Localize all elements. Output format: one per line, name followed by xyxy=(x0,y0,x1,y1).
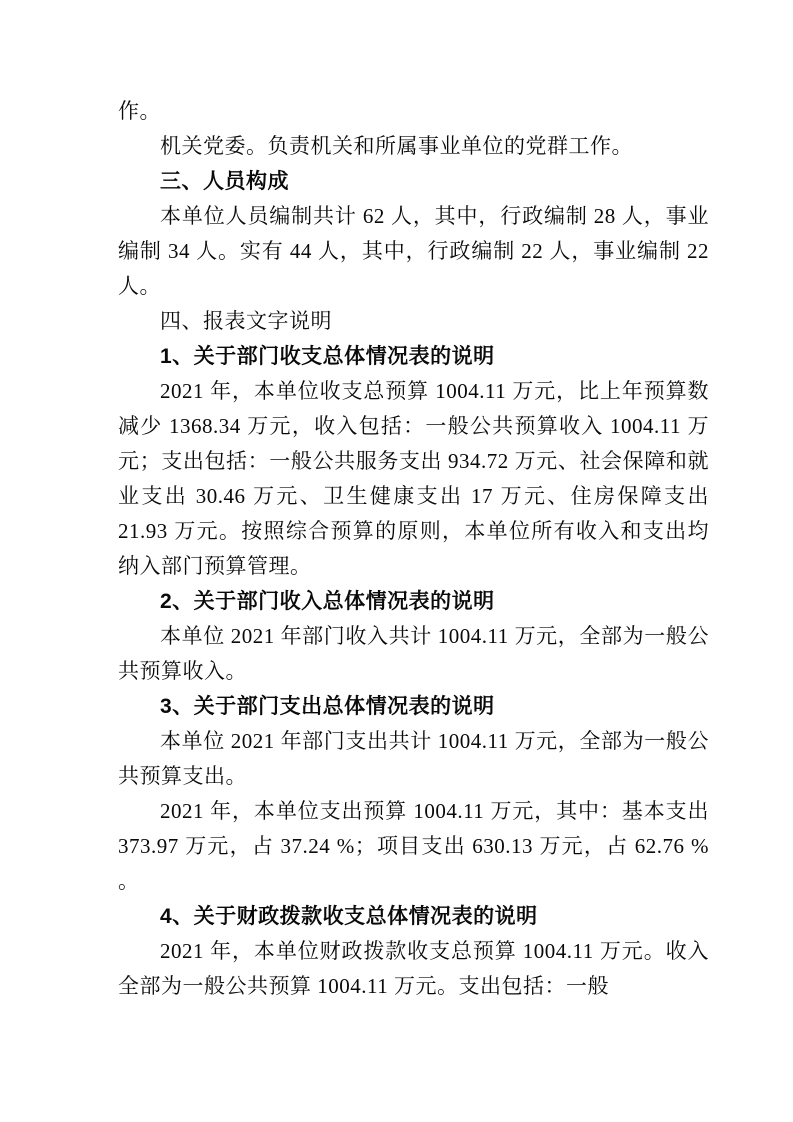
paragraph: 2021 年，本单位财政拨款收支总预算 1004.11 万元。收入全部为一般公共预算 1004.11 万元。支出包括：一般 xyxy=(118,939,709,998)
paragraph: 本单位 2021 年部门支出共计 1004.11 万元，全部为一般公共预算支出。 xyxy=(118,729,709,788)
section-heading: 三、人员构成 xyxy=(160,170,289,193)
section-heading-plain: 四、报表文字说明 xyxy=(160,309,332,333)
subsection-heading: 2、关于部门收入总体情况表的说明 xyxy=(160,590,495,613)
paragraph-continuation: 作。 xyxy=(118,99,161,123)
paragraph: 机关党委。负责机关和所属事业单位的党群工作。 xyxy=(160,134,633,158)
paragraph: 2021 年，本单位支出预算 1004.11 万元，其中：基本支出 373.97 万元，占 37.24 %；项目支出 630.13 万元，占 62.76 % 。 xyxy=(118,799,709,893)
paragraph: 本单位人员编制共计 62 人，其中，行政编制 28 人，事业编制 34 人。实有 44 人，其中，行政编制 22 人，事业编制 22 人。 xyxy=(118,204,709,298)
subsection-heading: 1、关于部门收支总体情况表的说明 xyxy=(160,345,495,368)
paragraph: 本单位 2021 年部门收入共计 1004.11 万元，全部为一般公共预算收入。 xyxy=(118,624,709,683)
subsection-heading: 3、关于部门支出总体情况表的说明 xyxy=(160,695,495,718)
subsection-heading: 4、关于财政拨款收支总体情况表的说明 xyxy=(160,905,538,928)
paragraph: 2021 年，本单位收支总预算 1004.11 万元，比上年预算数减少 1368.34 万元，收入包括：一般公共预算收入 1004.11 万元；支出包括：一般公共服务支出 934.72 万元、社会保障和就业支出 30.46 万元、卫生健康支出 17 万元、住房保障支出 21.93 万元。按照综合预算的原则，本单位所有收入和支出均纳入部门预算管理。 xyxy=(118,379,709,578)
document-body xyxy=(118,94,709,1004)
